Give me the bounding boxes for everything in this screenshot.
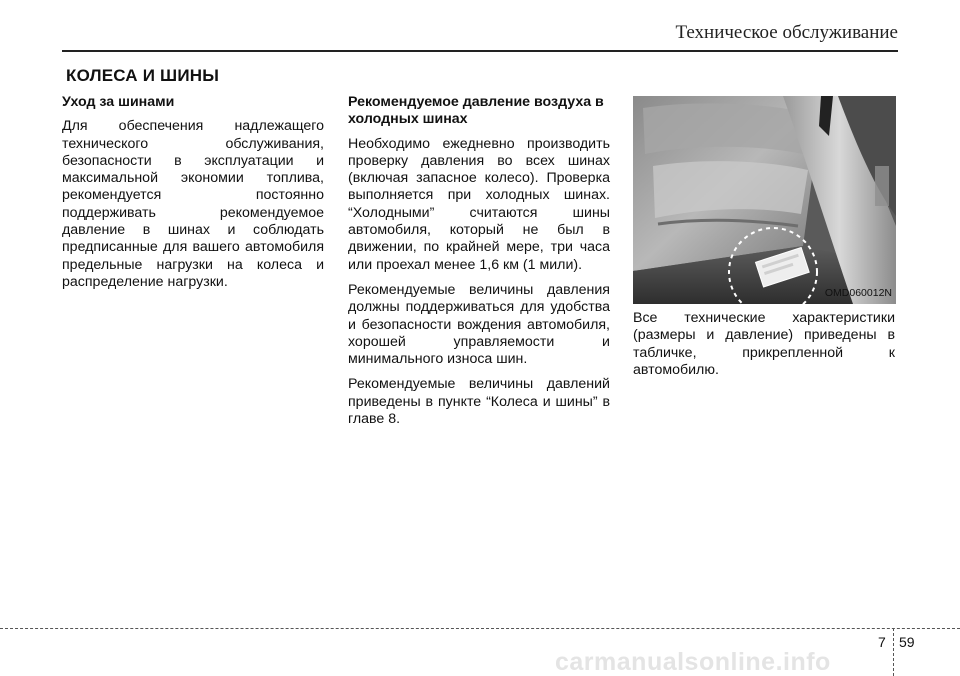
page-number-divider bbox=[893, 628, 894, 676]
column-2 bbox=[348, 94, 610, 436]
cold-pressure-paragraph-3: Рекомендуемые величины давлений приведены в пункте “Колеса и шины” в главе 8. bbox=[348, 376, 610, 428]
column-3 bbox=[633, 94, 895, 387]
chapter-number: 7 bbox=[878, 634, 886, 650]
cold-pressure-heading: Рекомендуемое давление воздуха в холодных шинах bbox=[348, 94, 604, 128]
cold-pressure-paragraph-2: Рекомендуемые величины давления должны поддерживаться для удобства и безопасности вождения автомобиля, хорошей управляемости и минимального износа шин. bbox=[348, 281, 610, 368]
tire-care-heading: Уход за шинами bbox=[62, 94, 175, 110]
header-rule bbox=[62, 50, 898, 52]
specs-paragraph: Все технические характеристики (размеры и давление) приведены в табличке, прикрепленной к автомобилю. bbox=[633, 310, 895, 378]
section-title: КОЛЕСА И ШИНЫ bbox=[66, 66, 220, 85]
running-title: Техническое обслуживание bbox=[675, 22, 898, 43]
tire-label-photo bbox=[633, 96, 896, 304]
page-number: 59 bbox=[899, 634, 915, 650]
door-pillar-illustration bbox=[633, 96, 896, 304]
photo-code: OMD060012N bbox=[824, 286, 892, 299]
footer-rule bbox=[0, 628, 960, 629]
column-1 bbox=[62, 94, 324, 299]
watermark: carmanualsonline.info bbox=[555, 648, 831, 676]
cold-pressure-paragraph-1: Необходимо ежедневно производить проверку давления во всех шинах (включая запасное колесо). Проверка выполняется при холодных шинах. “Холодными” считаются шины автомобиля, который не был в движении, по крайней мере, три часа или проехал менее 1,6 км (1 мили). bbox=[348, 135, 610, 273]
tire-care-paragraph: Для обеспечения надлежащего технического обслуживания, безопасности в эксплуатации и максимальной экономии топлива, рекомендуется постоянно поддерживать рекомендуемое давление в шинах и соблюдать предписанные для вашего автомобиля предельные нагрузки на колеса и распределение нагрузки. bbox=[62, 118, 324, 290]
